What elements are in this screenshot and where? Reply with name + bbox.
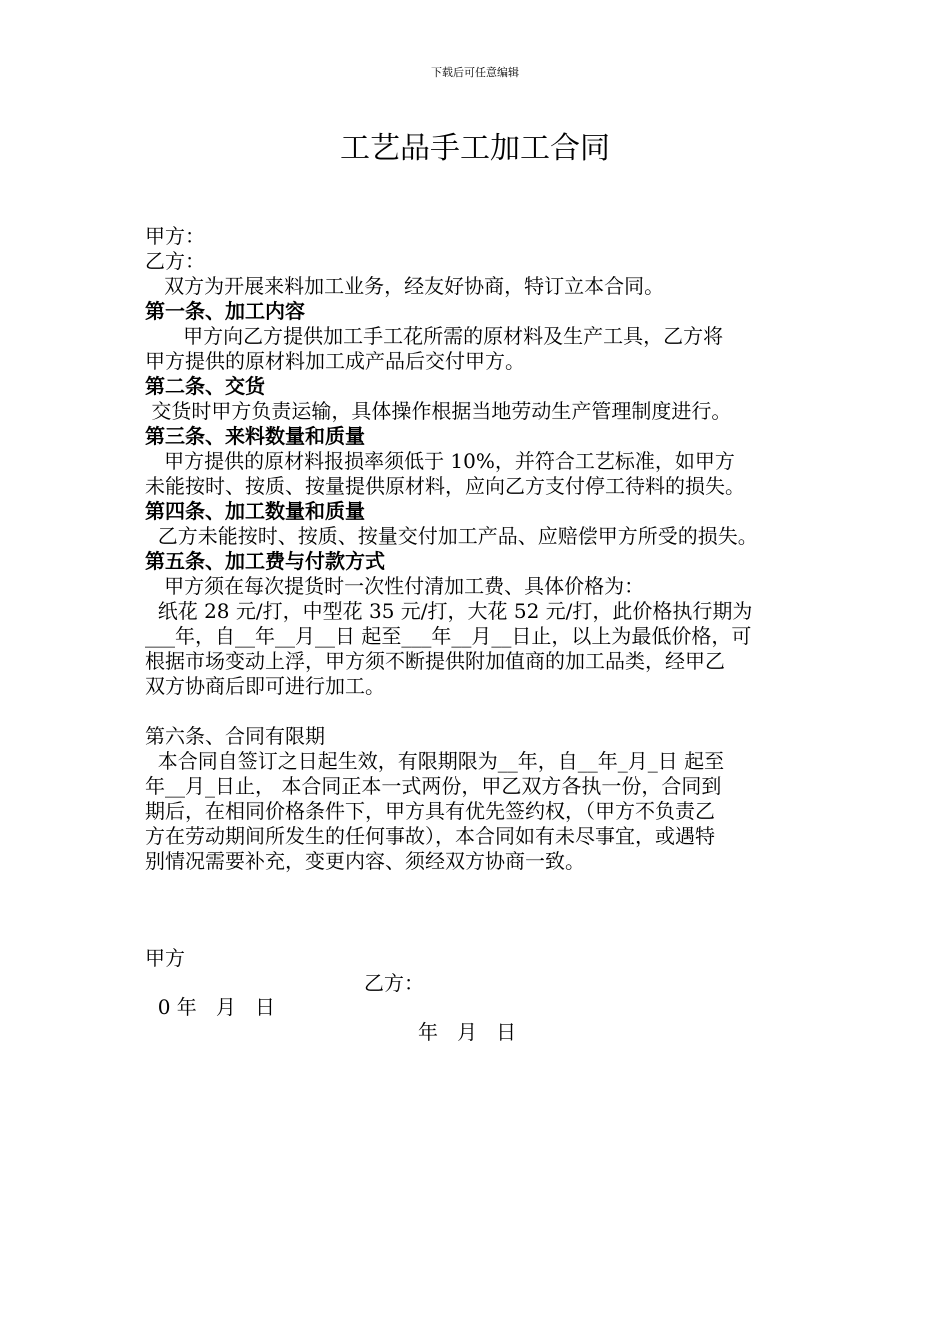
contract-body [145,224,825,874]
article-2-heading: 第二条、交货 [145,374,265,398]
signature-label-row [145,921,545,995]
article-5-line: 双方协商后即可进行加工。 [145,674,385,698]
article-6-line: 别情况需要补充，变更内容、须经双方协商一致。 [145,849,585,873]
article-3-line: 甲方提供的原材料报损率须低于 10%，并符合工艺标准，如甲方 [145,449,735,473]
party-b-line: 乙方： [145,249,205,273]
party-a-signature-label: 甲方 [145,946,185,970]
article-1-line: 甲方向乙方提供加工手工花所需的原材料及生产工具，乙方将 [145,324,724,348]
article-6-line: 方在劳动期间所发生的任何事故），本合同如有未尽事宜，或遇特 [145,824,715,848]
article-1-heading: 第一条、加工内容 [145,299,305,323]
intro-paragraph: 双方为开展来料加工业务，经友好协商，特订立本合同。 [145,274,665,298]
party-b-signature-date: 年 月 日 [418,1020,517,1044]
paragraph-gap [145,699,825,724]
article-3-heading: 第三条、来料数量和质量 [145,424,365,448]
document-title: 工艺品手工加工合同 [340,131,610,166]
header-note: 下载后可任意编辑 [431,66,519,79]
article-4-heading: 第四条、加工数量和质量 [145,499,365,523]
party-a-line: 甲方： [145,224,205,248]
article-6-heading: 第六条、合同有限期 [145,724,325,748]
article-5-line: ___年，自__年__月__日 起至___年__月__日止，以上为最低价格，可 [145,624,752,648]
article-5-line: 根据市场变动上浮，甲方须不断提供附加值商的加工品类，经甲乙 [145,649,725,673]
article-6-line: 期后，在相同价格条件下，甲方具有优先签约权，（甲方不负责乙 [145,799,715,823]
article-2-line: 交货时甲方负责运输，具体操作根据当地劳动生产管理制度进行。 [145,399,732,423]
article-4-line: 乙方未能按时、按质、按量交付加工产品、应赔偿甲方所受的损失。 [145,524,758,548]
article-5-heading: 第五条、加工费与付款方式 [145,549,385,573]
article-5-line: 甲方须在每次提货时一次性付清加工费、具体价格为： [145,574,645,598]
party-a-signature-date: 0 年 月 日 [145,995,275,1019]
article-6-line: 年__月_日止， 本合同正本一式两份，甲乙双方各执一份，合同到 [145,774,722,798]
article-6-line: 本合同自签订之日起生效，有限期限为__年，自__年_月_日 起至 [145,749,725,773]
signature-date-row [145,970,565,1044]
article-5-line: 纸花 28 元/打，中型花 35 元/打，大花 52 元/打，此价格执行期为 [145,599,753,623]
party-b-signature-label: 乙方： [364,971,424,995]
article-1-line: 甲方提供的原材料加工成产品后交付甲方。 [145,349,525,373]
article-3-line: 未能按时、按质、按量提供原材料，应向乙方支付停工待料的损失。 [145,474,745,498]
